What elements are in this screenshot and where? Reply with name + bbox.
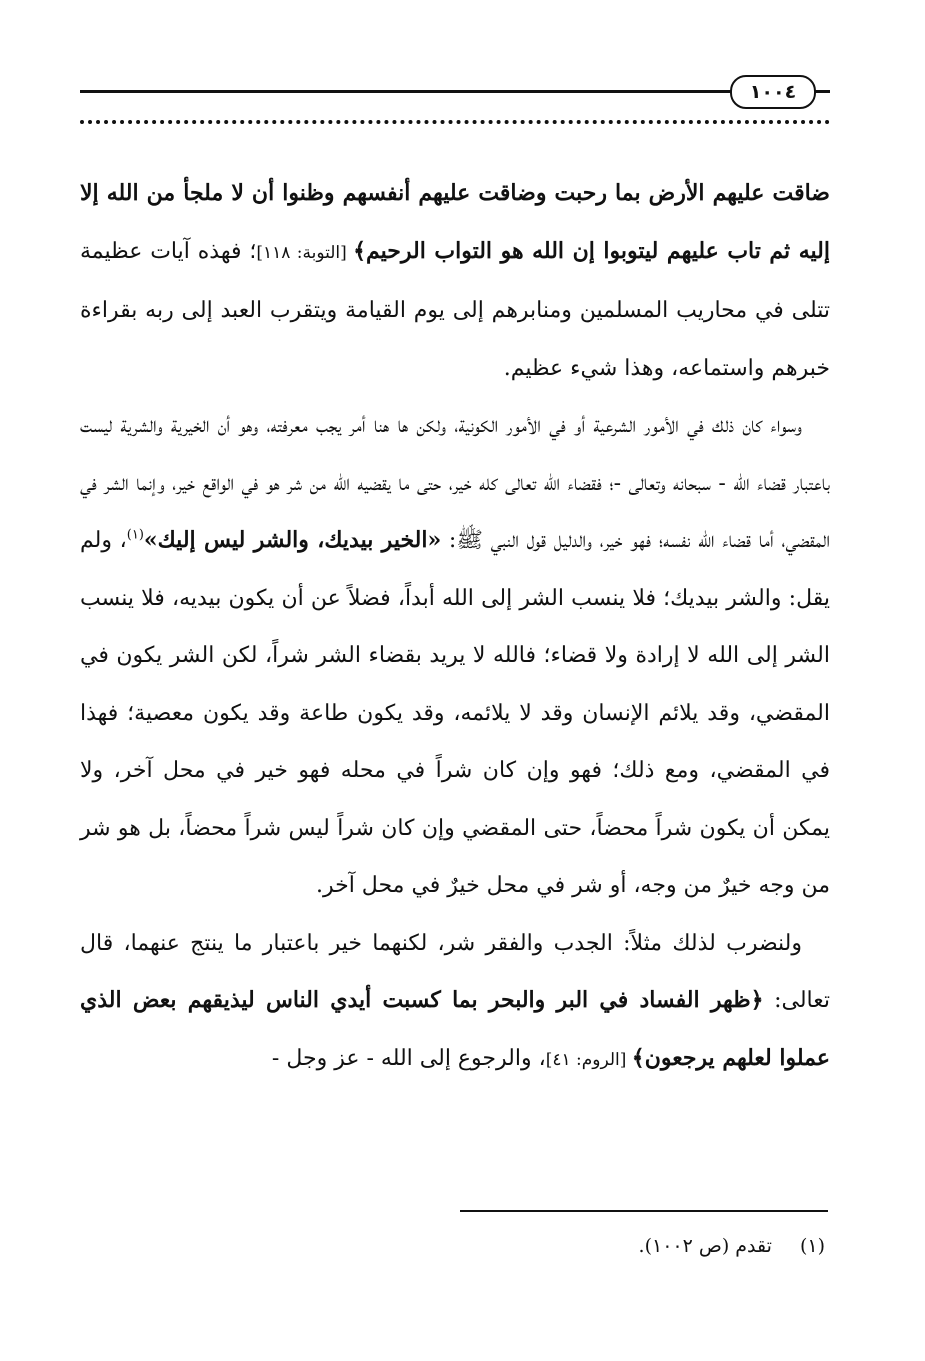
- quran-verse: ﴿ظهر الفساد في البر والبحر بما كسبت أيدي الناس ليذيقهم بعض الذي عملوا لعلهم يرجعون﴾: [80, 987, 830, 1071]
- main-text: [80, 165, 830, 1089]
- verse-reference: [الروم: ٤١]: [545, 1049, 632, 1070]
- paragraph-text: وسواء كان ذلك في الأمور الشرعية أو في الأمور الكونية، ولكن ها هنا أمر يجب معرفته، وهو أن الخيرية والشرية ليست باعتبار قضاء الله - سبحانه وتعالى -؛ فقضاء الله تعالى كله خير، حتى ما يقضيه الله من شر هو في الواقع خير، وإنما الشر في المقضي، أما قضاء الله نفسه؛ فهو خير، والدليل قول النبي ﷺ:: [80, 413, 830, 553]
- paragraph-2: [80, 397, 830, 915]
- header-rule: [80, 90, 830, 93]
- paragraph-text: ؛ فهذه آيات عظيمة تتلى في محاريب المسلمين ومنابرهم إلى يوم القيامة ويتقرب العبد إلى ربه بقراءة خبرهم واستماعه، وهذا شيء عظيم.: [80, 238, 830, 381]
- footnote-number: (١): [799, 1235, 825, 1257]
- page-number: ١٠٠٤: [730, 75, 816, 109]
- footnote: [80, 1228, 825, 1264]
- paragraph-text: ولنضرب لذلك مثلاً: الجدب والفقر شر، لكنهما خير باعتبار ما ينتج عنهما، قال تعالى:: [80, 930, 830, 1013]
- verse-reference: [التوبة: ١١٨]: [256, 242, 354, 263]
- paragraph-3: [80, 915, 830, 1090]
- paragraph-1: [80, 165, 830, 397]
- quran-verse: ضاقت عليهم الأرض بما رحبت وضاقت عليهم أنفسهم وظنوا أن لا ملجأ من الله إلا إليه ثم تاب عليهم ليتوبوا إن الله هو التواب الرحيم﴾: [80, 180, 830, 264]
- header-dotted-rule: [80, 120, 830, 124]
- footnote-marker[interactable]: (١): [126, 527, 144, 543]
- footnote-text: تقدم (ص ١٠٠٢).: [638, 1235, 772, 1257]
- paragraph-text: ، ولم يقل: والشر بيديك؛ فلا ينسب الشر إلى الله أبداً، فضلاً عن أن يكون بيديه، فلا ينسب الشر إلى الله لا إرادة ولا قضاء؛ فالله لا يريد بقضاء الشر شراً، لكن الشر يكون في المقضي، وقد يلائم الإنسان وقد لا يلائمه، وقد يكون طاعة وقد يكون معصية؛ فهذا في المقضي، ومع ذلك؛ فهو وإن كان شراً في محله فهو خير في محل آخر، ولا يمكن أن يكون شراً محضاً، حتى المقضي وإن كان شراً ليس شراً محضاً، بل هو شر من وجه خيرٌ من وجه، أو شر في محل خيرٌ في محل آخر.: [80, 528, 830, 898]
- paragraph-text: ، والرجوع إلى الله - عز وجل -: [271, 1045, 546, 1071]
- hadith-quote: «الخير بيديك، والشر ليس إليك»: [143, 527, 442, 553]
- footnote-separator: [460, 1210, 828, 1212]
- page-header: [80, 72, 830, 142]
